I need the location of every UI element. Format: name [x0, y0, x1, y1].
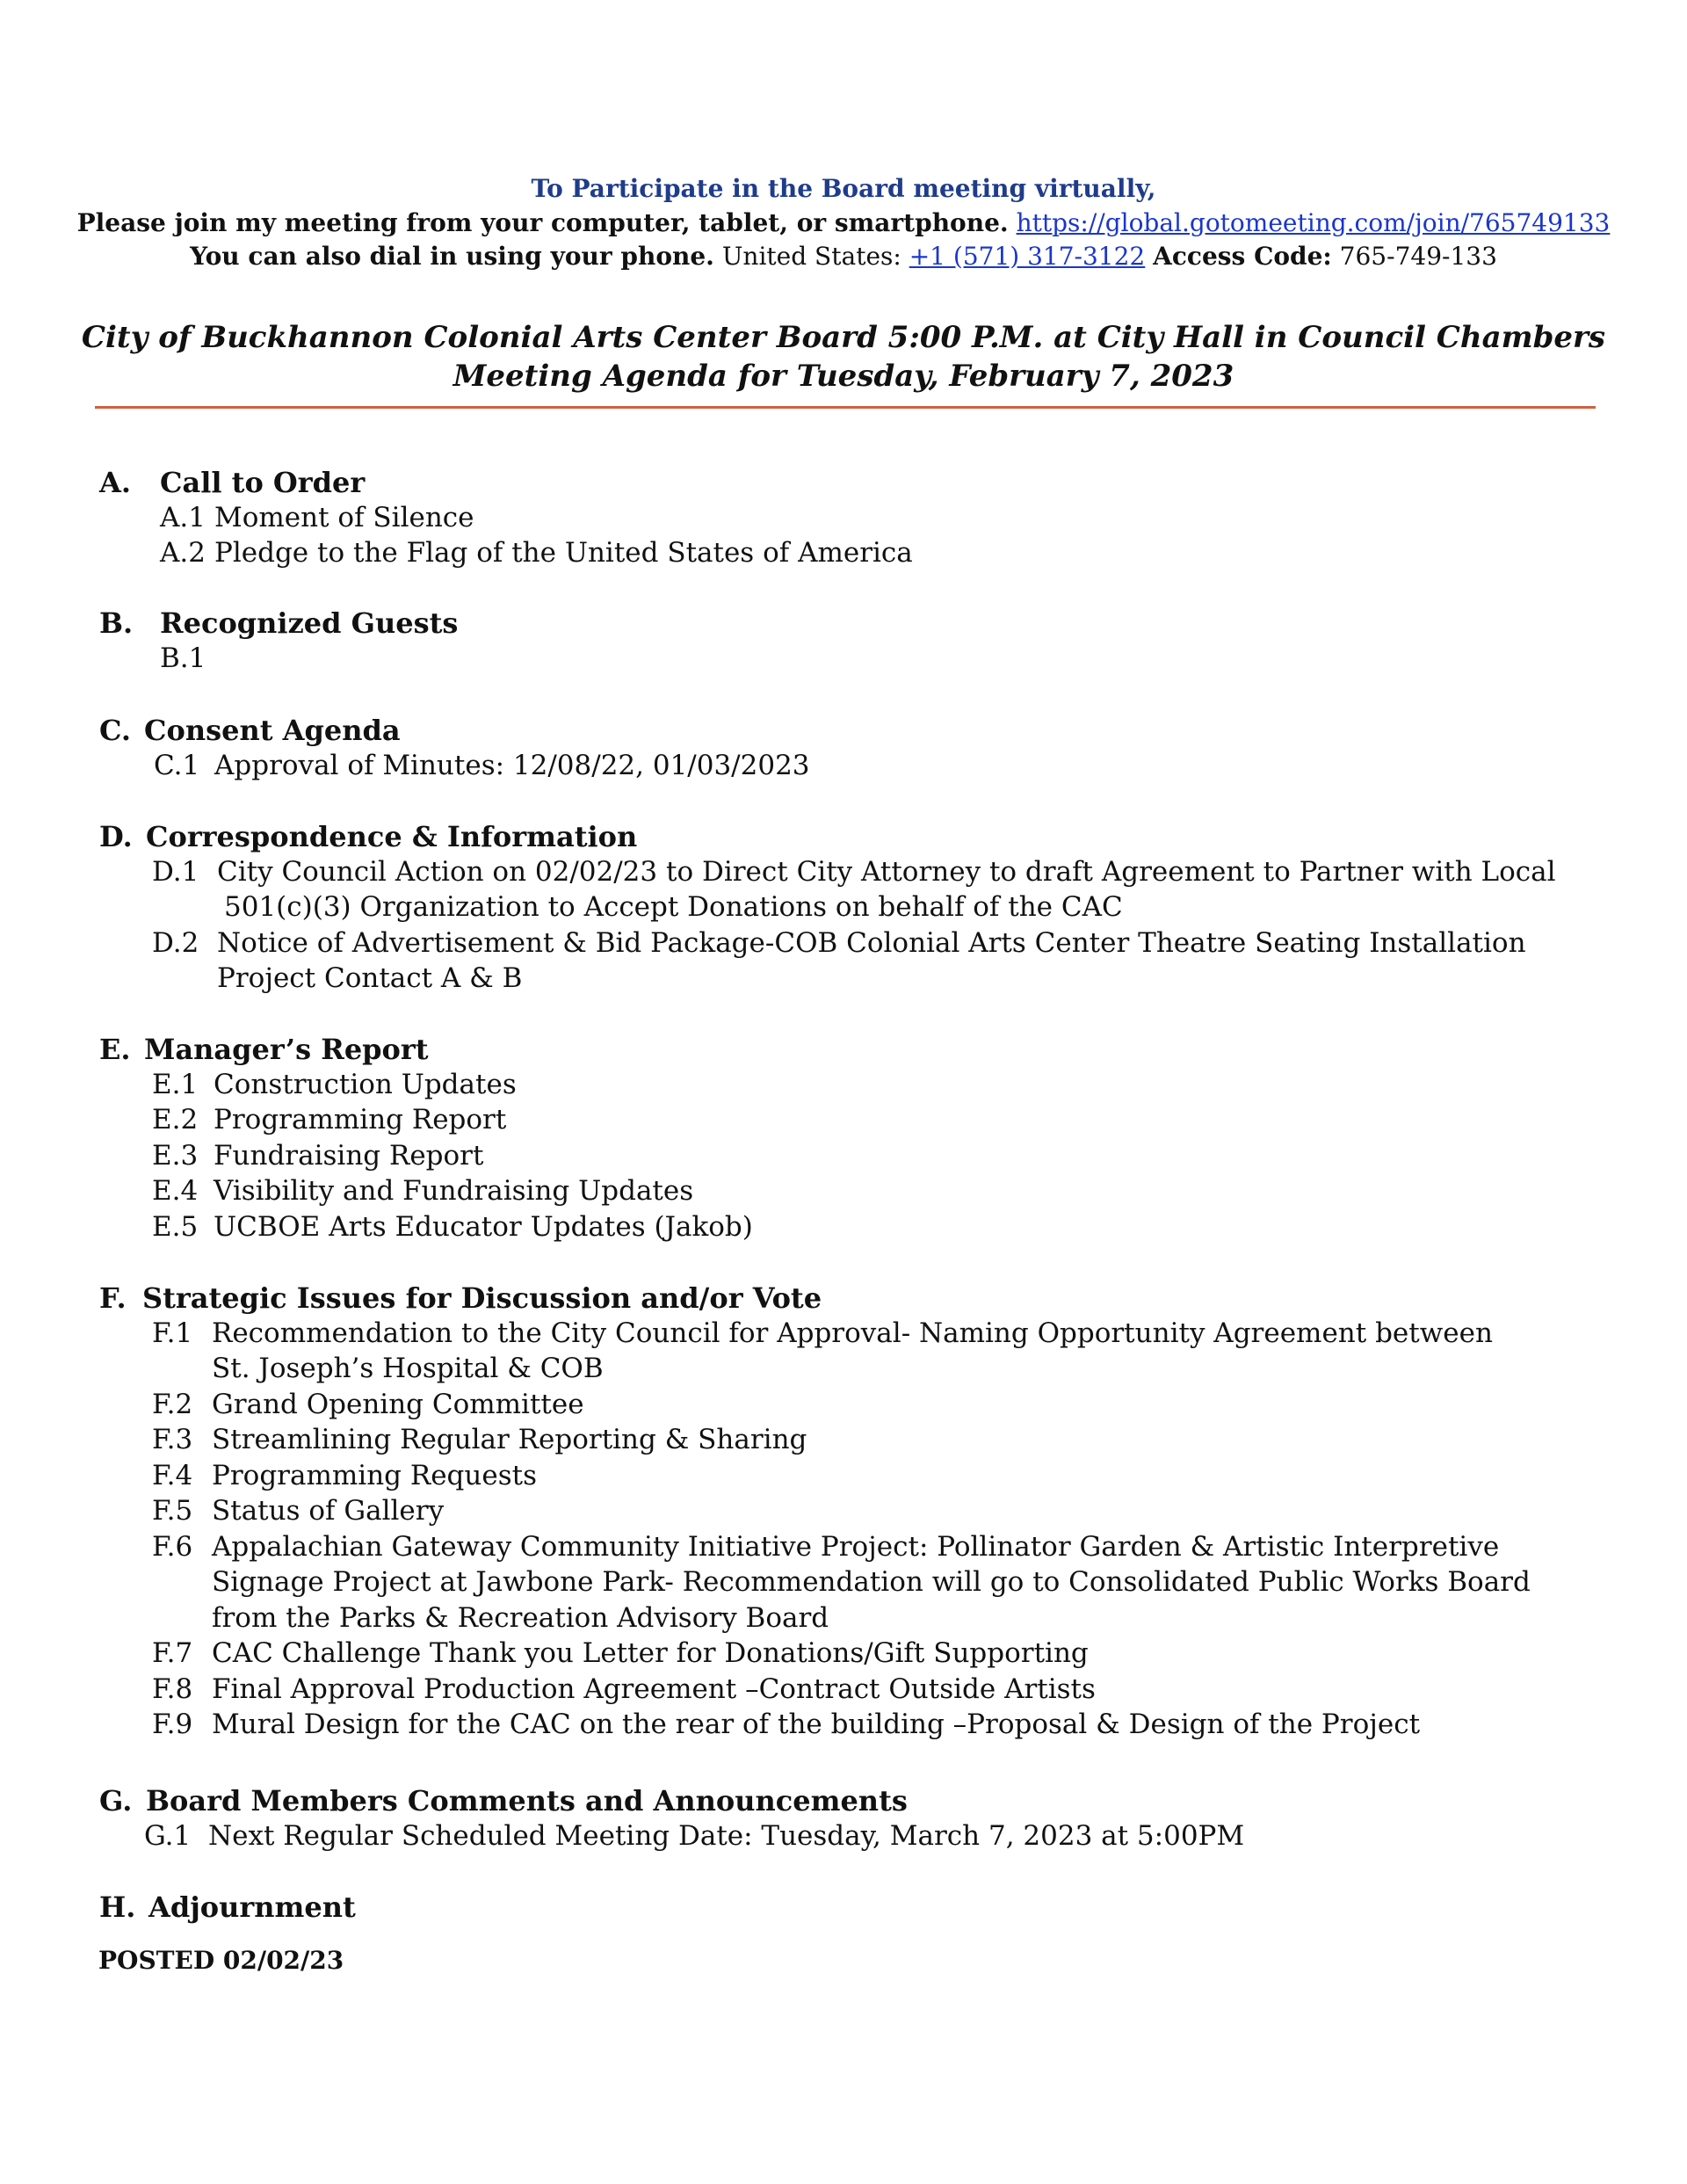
item-number: E.2 — [152, 1104, 199, 1136]
section-title: Board Members Comments and Announcements — [146, 1784, 908, 1818]
section-title: Consent Agenda — [144, 714, 401, 747]
item-text: Recommendation to the City Council for Approval- Naming Opportunity Agreement between — [212, 1317, 1493, 1349]
section-letter: H. — [99, 1890, 136, 1924]
meeting-link[interactable]: https://global.gotomeeting.com/join/765749133 — [1016, 208, 1611, 237]
item-number: F.2 — [152, 1388, 193, 1420]
item-number: F.5 — [152, 1495, 193, 1527]
section-letter: D. — [99, 820, 133, 853]
agenda-title: City of Buckhannon Colonial Arts Center Board 5:00 P.M. at City Hall in Council Chambers — [81, 320, 1606, 355]
join-meeting-line — [0, 208, 1687, 237]
section-letter: E. — [99, 1033, 131, 1066]
item-text: 501(c)(3) Organization to Accept Donations on behalf of the CAC — [224, 891, 1123, 923]
item-text: CAC Challenge Thank you Letter for Donations/Gift Supporting — [212, 1637, 1089, 1669]
item-number: D.2 — [152, 926, 199, 959]
item-number: F.8 — [152, 1672, 193, 1705]
item-number: D.1 — [152, 855, 199, 888]
item-text: Final Approval Production Agreement –Contract Outside Artists — [212, 1672, 1096, 1705]
section-letter: F. — [99, 1281, 127, 1315]
section-letter: B. — [99, 606, 134, 640]
item-text: Pledge to the Flag of the United States of America — [214, 537, 913, 569]
item-text: Visibility and Fundraising Updates — [214, 1175, 694, 1207]
item-number: F.6 — [152, 1530, 193, 1563]
item-text: from the Parks & Recreation Advisory Board — [212, 1601, 829, 1634]
item-number: E.5 — [152, 1210, 199, 1243]
item-number: E.1 — [152, 1068, 199, 1100]
dial-in-line — [0, 242, 1687, 271]
item-text: Grand Opening Committee — [212, 1388, 584, 1420]
item-text: Next Regular Scheduled Meeting Date: Tuesday, March 7, 2023 at 5:00PM — [208, 1819, 1245, 1852]
item-number: C.1 — [154, 749, 200, 781]
dial-in-country: United States: — [721, 242, 901, 271]
item-number: A.2 — [160, 537, 206, 569]
item-number: F.9 — [152, 1709, 193, 1740]
item-text: Notice of Advertisement & Bid Package-COB Colonial Arts Center Theatre Seating Installation — [217, 926, 1526, 959]
title-divider — [95, 406, 1596, 409]
section-title: Adjournment — [148, 1890, 356, 1924]
item-text: Fundraising Report — [214, 1139, 484, 1172]
item-text: Programming Report — [214, 1104, 507, 1136]
posted-date: POSTED 02/02/23 — [98, 1946, 344, 1975]
item-number: B.1 — [160, 642, 206, 674]
dial-in-phone-link[interactable]: +1 (571) 317-3122 — [909, 242, 1146, 271]
item-text: Mural Design for the CAC on the rear of the building –Proposal & Design of the Project — [212, 1709, 1421, 1740]
item-number: F.3 — [152, 1424, 193, 1455]
item-number: E.4 — [152, 1175, 199, 1207]
item-number: E.3 — [152, 1139, 199, 1172]
access-code-value: 765-749-133 — [1339, 242, 1497, 271]
item-text: Moment of Silence — [214, 501, 474, 533]
item-text: Appalachian Gateway Community Initiative Project: Pollinator Garden & Artistic Interpretive — [212, 1530, 1500, 1563]
dial-in-instructions: You can also dial in using your phone. — [190, 242, 714, 271]
item-text: Approval of Minutes: 12/08/22, 01/03/2023 — [214, 749, 810, 781]
section-letter: G. — [99, 1784, 133, 1818]
item-text: Construction Updates — [214, 1068, 517, 1100]
section-title: Correspondence & Information — [146, 820, 638, 853]
item-text: Signage Project at Jawbone Park- Recommendation will go to Consolidated Public Works Board — [212, 1566, 1531, 1598]
agenda-subtitle: Meeting Agenda for Tuesday, February 7, 2023 — [453, 359, 1234, 394]
item-text: Status of Gallery — [212, 1495, 445, 1527]
item-text: UCBOE Arts Educator Updates (Jakob) — [214, 1210, 753, 1243]
item-text: Programming Requests — [212, 1459, 537, 1491]
join-instructions: Please join my meeting from your computer, tablet, or smartphone. — [76, 208, 1009, 237]
item-number: F.1 — [152, 1317, 193, 1349]
access-code-label: Access Code: — [1153, 242, 1332, 271]
section-letter: A. — [99, 466, 131, 499]
item-text: Streamlining Regular Reporting & Sharing — [212, 1424, 807, 1455]
item-text: City Council Action on 02/02/23 to Direct City Attorney to draft Agreement to Partner with Local — [217, 855, 1556, 888]
item-text: Project Contact A & B — [217, 962, 523, 994]
virtual-participation-heading: To Participate in the Board meeting virtually, — [531, 174, 1156, 203]
section-title: Manager’s Report — [144, 1033, 429, 1066]
item-text: St. Joseph’s Hospital & COB — [212, 1353, 604, 1384]
item-number: A.1 — [160, 501, 206, 533]
section-title: Recognized Guests — [160, 606, 459, 640]
item-number: F.4 — [152, 1459, 193, 1491]
section-title: Strategic Issues for Discussion and/or Vote — [142, 1281, 822, 1315]
section-letter: C. — [99, 714, 132, 747]
item-number: F.7 — [152, 1637, 193, 1669]
item-number: G.1 — [144, 1819, 192, 1852]
section-title: Call to Order — [160, 466, 366, 499]
